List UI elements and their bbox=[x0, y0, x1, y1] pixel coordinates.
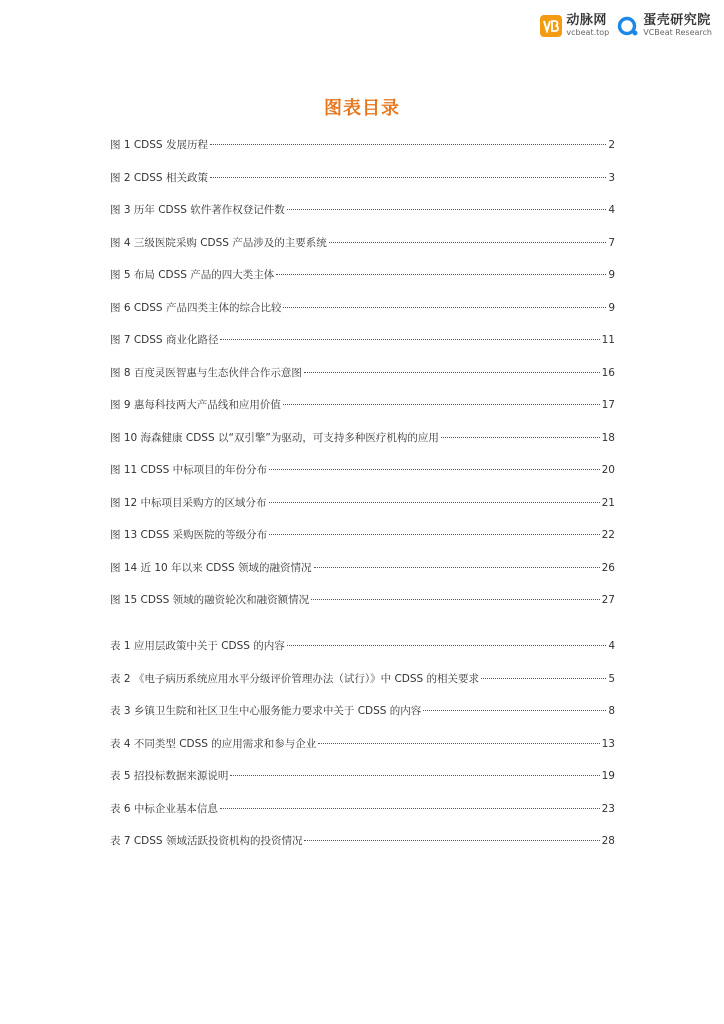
table-list bbox=[110, 638, 615, 866]
entry-page: 4 bbox=[608, 640, 615, 652]
entry-label: 图 14 近 10 年以来 CDSS 领域的融资情况 bbox=[110, 561, 312, 574]
dot-leader bbox=[287, 645, 607, 646]
entry-label: 图 15 CDSS 领域的融资轮次和融资额情况 bbox=[110, 594, 310, 606]
entry-label: 表 3 乡镇卫生院和社区卫生中心服务能力要求中关于 CDSS 的内容 bbox=[110, 705, 422, 717]
entry-page: 8 bbox=[608, 705, 615, 717]
dot-leader bbox=[210, 177, 606, 178]
entry-page: 9 bbox=[608, 301, 615, 314]
table-entry[interactable] bbox=[110, 768, 615, 801]
dot-leader bbox=[304, 372, 600, 373]
entry-label: 表 5 招投标数据来源说明 bbox=[110, 770, 229, 782]
entry-page: 26 bbox=[601, 561, 615, 574]
dot-leader bbox=[269, 502, 600, 503]
table-entry[interactable] bbox=[110, 671, 615, 704]
figure-entry[interactable] bbox=[110, 170, 615, 203]
entry-page: 28 bbox=[601, 835, 615, 847]
entry-label: 图 5 布局 CDSS 产品的四大类主体 bbox=[110, 269, 275, 281]
dot-leader bbox=[269, 534, 600, 535]
entry-page: 17 bbox=[601, 399, 615, 411]
dot-leader bbox=[318, 743, 599, 744]
entry-page: 2 bbox=[608, 139, 615, 151]
vcbeat-research-logo-sub: VCBeat Research bbox=[643, 28, 712, 37]
dot-leader bbox=[220, 808, 600, 809]
entry-label: 图 13 CDSS 采购医院的等级分布 bbox=[110, 529, 268, 541]
entry-label: 图 3 历年 CDSS 软件著作权登记件数 bbox=[110, 204, 285, 216]
entry-page: 18 bbox=[601, 431, 615, 444]
dot-leader bbox=[287, 209, 607, 210]
entry-label: 表 1 应用层政策中关于 CDSS 的内容 bbox=[110, 640, 285, 652]
table-entry[interactable] bbox=[110, 801, 615, 834]
entry-label: 表 7 CDSS 领域活跃投资机构的投资情况 bbox=[110, 835, 303, 847]
entry-page: 19 bbox=[601, 770, 615, 782]
entry-page: 27 bbox=[601, 594, 615, 606]
figure-entry[interactable] bbox=[110, 365, 615, 398]
figure-entry[interactable] bbox=[110, 300, 615, 333]
entry-page: 4 bbox=[608, 204, 615, 216]
table-entry[interactable] bbox=[110, 736, 615, 769]
vb-logo-icon bbox=[540, 15, 562, 37]
dot-leader bbox=[423, 710, 606, 711]
table-entry[interactable] bbox=[110, 833, 615, 866]
dot-leader bbox=[441, 437, 600, 438]
figure-entry[interactable] bbox=[110, 397, 615, 430]
dot-leader bbox=[210, 144, 606, 145]
entry-label: 图 12 中标项目采购方的区域分布 bbox=[110, 496, 267, 509]
entry-label: 图 10 海森健康 CDSS 以“双引擎”为驱动，可支持多种医疗机构的应用 bbox=[110, 431, 439, 444]
table-entry[interactable] bbox=[110, 703, 615, 736]
figure-entry[interactable] bbox=[110, 267, 615, 300]
figure-entry[interactable] bbox=[110, 235, 615, 268]
dot-leader bbox=[283, 404, 600, 405]
dot-leader bbox=[276, 274, 606, 275]
entry-label: 图 9 惠每科技两大产品线和应用价值 bbox=[110, 399, 281, 411]
entry-page: 21 bbox=[601, 496, 615, 509]
entry-page: 20 bbox=[601, 464, 615, 476]
entry-page: 13 bbox=[601, 737, 615, 750]
vcbeat-logo-sub: vcbeat.top bbox=[566, 28, 610, 37]
dot-leader bbox=[269, 469, 600, 470]
table-entry[interactable] bbox=[110, 638, 615, 671]
dot-leader bbox=[329, 242, 607, 243]
vcbeat-research-logo-name: 蛋壳研究院 bbox=[643, 13, 711, 28]
figure-entry[interactable] bbox=[110, 560, 615, 593]
dot-leader bbox=[314, 567, 600, 568]
header-logos bbox=[540, 14, 712, 37]
entry-page: 7 bbox=[608, 236, 615, 249]
figure-entry[interactable] bbox=[110, 592, 615, 625]
page-title: 图表目录 bbox=[324, 98, 400, 119]
entry-page: 22 bbox=[601, 529, 615, 541]
entry-label: 表 4 不同类型 CDSS 的应用需求和参与企业 bbox=[110, 737, 317, 750]
entry-label: 图 8 百度灵医智惠与生态伙伴合作示意图 bbox=[110, 366, 302, 379]
dot-leader bbox=[304, 840, 599, 841]
entry-page: 5 bbox=[608, 672, 615, 685]
entry-page: 16 bbox=[601, 366, 615, 379]
dot-leader bbox=[311, 599, 600, 600]
figure-entry[interactable] bbox=[110, 527, 615, 560]
figure-entry[interactable] bbox=[110, 495, 615, 528]
entry-page: 9 bbox=[608, 269, 615, 281]
vcbeat-research-logo[interactable] bbox=[617, 14, 712, 37]
entry-label: 图 1 CDSS 发展历程 bbox=[110, 139, 208, 151]
dot-leader bbox=[283, 307, 606, 308]
figure-entry[interactable] bbox=[110, 332, 615, 365]
figure-entry[interactable] bbox=[110, 462, 615, 495]
entry-page: 11 bbox=[601, 334, 615, 346]
entry-page: 23 bbox=[601, 802, 615, 815]
entry-label: 表 2 《电子病历系统应用水平分级评价管理办法（试行）》中 CDSS 的相关要求 bbox=[110, 672, 480, 685]
dot-leader bbox=[481, 678, 606, 679]
entry-label: 图 6 CDSS 产品四类主体的综合比较 bbox=[110, 301, 282, 314]
dot-leader bbox=[230, 775, 599, 776]
entry-page: 3 bbox=[608, 171, 615, 184]
entry-label: 图 7 CDSS 商业化路径 bbox=[110, 334, 219, 346]
entry-label: 图 2 CDSS 相关政策 bbox=[110, 171, 208, 184]
vc-logo-icon bbox=[617, 15, 639, 37]
figure-entry[interactable] bbox=[110, 137, 615, 170]
vcbeat-logo-name: 动脉网 bbox=[566, 13, 607, 28]
entry-label: 图 11 CDSS 中标项目的年份分布 bbox=[110, 464, 268, 476]
figure-entry[interactable] bbox=[110, 202, 615, 235]
figure-list bbox=[110, 137, 615, 625]
figure-entry[interactable] bbox=[110, 430, 615, 463]
dot-leader bbox=[220, 339, 599, 340]
entry-label: 表 6 中标企业基本信息 bbox=[110, 802, 218, 815]
vcbeat-logo[interactable] bbox=[540, 14, 609, 37]
entry-label: 图 4 三级医院采购 CDSS 产品涉及的主要系统 bbox=[110, 236, 327, 249]
